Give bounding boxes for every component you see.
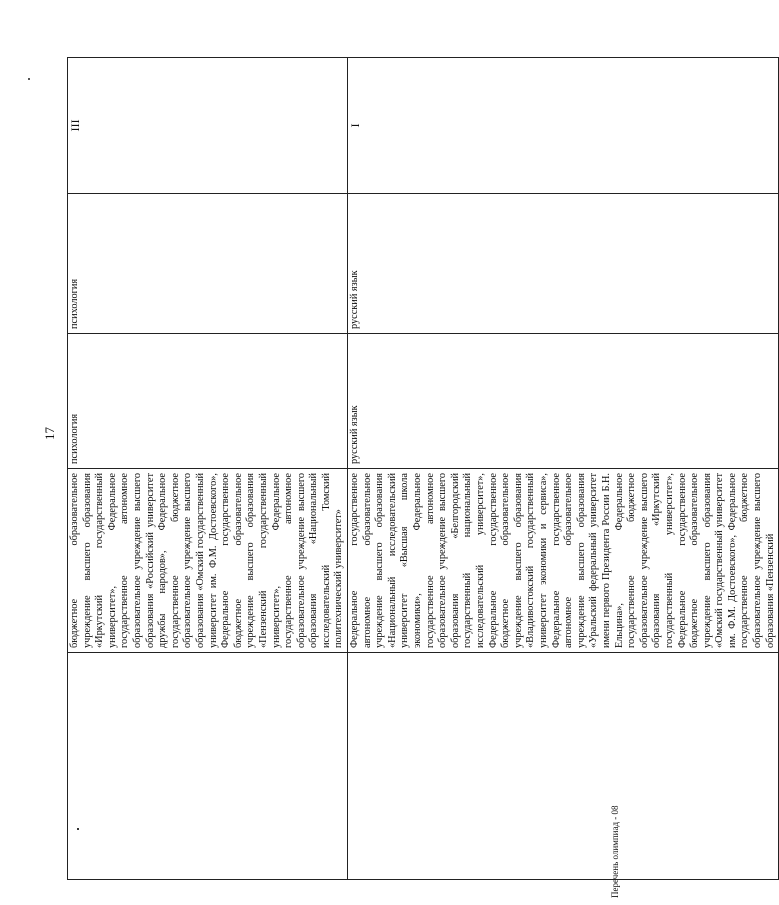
rotated-table-wrapper <box>67 58 776 880</box>
page-footer: Перечень олимпиад - 08 <box>610 805 620 898</box>
organizations-text: Федеральное государственное автономное образовательное учреждение высшего образования «Национальный исследовательский университет «Высшая школа экономики», Федеральное государственное автономное образовательное учреждение высшего образования «Белгородский государственный национальный исследовательский университет», Федеральное государственное бюджетное образовательное учреждение высшего образования «Владивостокский государственный университет экономики и сервиса», Федеральное государственное автономное образовательное учреждение высшего образования «Уральский федеральный университет имени первого Президента России Б.Н. Ельцина», Федеральное государственное бюджетное образовательное учреждение высшего образования «Иркутский государственный университет», Федеральное государственное бюджетное образовательное учреждение высшего образования «Омский государственный университет им. Ф.М. Достоевского», Федеральное государственное бюджетное образовательное учреждение высшего образования «Пензенский <box>349 473 776 648</box>
profile-cell: русский язык <box>348 334 779 469</box>
subject-cell: психология <box>68 194 348 334</box>
olympiad-table <box>67 57 779 880</box>
organizations-cell <box>348 469 779 653</box>
table-row <box>348 58 779 880</box>
table-cell-empty <box>68 653 348 880</box>
table-cell-empty <box>348 653 779 880</box>
table-row <box>68 58 348 880</box>
organizations-text: бюджетное образовательное учреждение высшего образования «Иркутский государственный университет», Федеральное государственное автономное образовательное учреждение высшего образования «Российский университет дружбы народов», Федеральное государственное бюджетное образовательное учреждение высшего образования «Омский государственный университет им. Ф.М. Достоевского», Федеральное государственное бюджетное образовательное учреждение высшего образования «Пензенский государственный университет», Федеральное государственное автономное образовательное учреждение высшего образования «Национальный исследовательский Томский политехнический университет» <box>69 473 345 648</box>
profile-cell: психология <box>68 334 348 469</box>
level-cell: III <box>68 58 348 194</box>
scan-speck <box>28 78 30 80</box>
organizations-cell <box>68 469 348 653</box>
subject-cell: русский язык <box>348 194 779 334</box>
page-number: 17 <box>42 427 57 440</box>
level-cell: I <box>348 58 779 194</box>
